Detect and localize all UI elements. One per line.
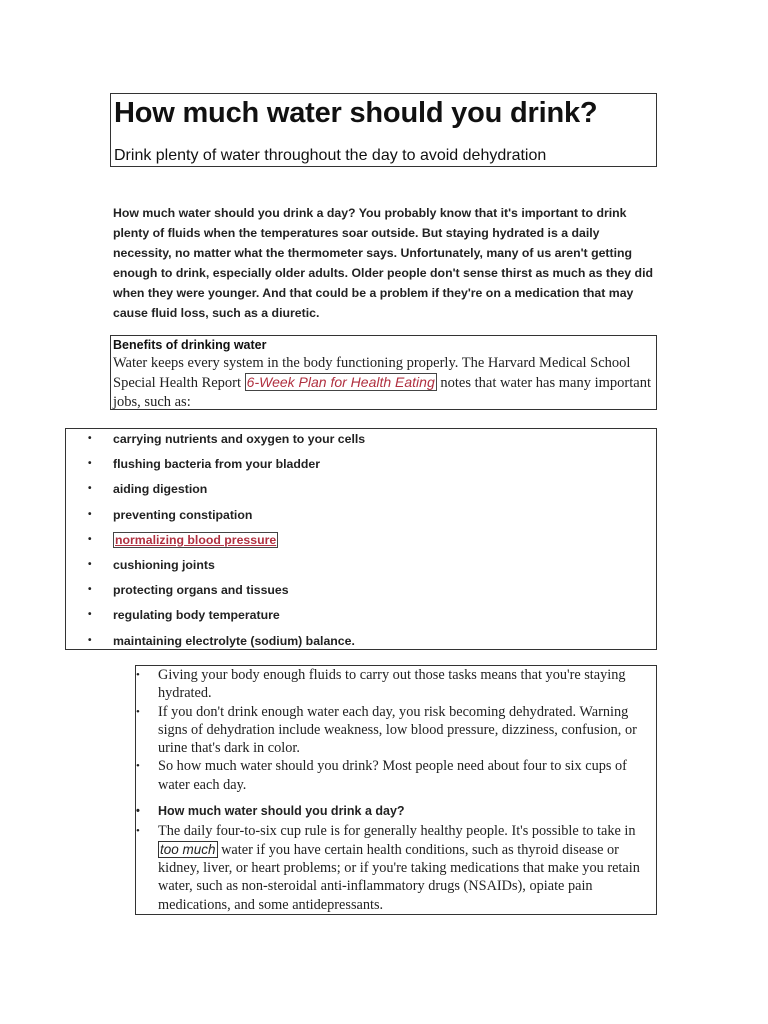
list-item xyxy=(136,822,656,913)
title-box xyxy=(110,93,657,167)
bullet-icon: • xyxy=(88,609,92,621)
water-jobs-box xyxy=(65,428,657,650)
blood-pressure-link[interactable]: normalizing blood pressure xyxy=(115,532,277,547)
health-eating-plan-link[interactable]: 6-Week Plan for Health Eating xyxy=(246,374,435,390)
bullet-icon: • xyxy=(88,483,92,495)
list-item xyxy=(66,631,656,656)
bullet-icon: • xyxy=(88,584,92,596)
bullet-icon: • xyxy=(88,508,92,520)
bullet-icon: • xyxy=(88,458,92,470)
hydration-details-box xyxy=(135,665,657,915)
bullet-icon: • xyxy=(136,705,140,718)
benefits-heading: Benefits of drinking water xyxy=(113,338,267,352)
list-item-label: preventing constipation xyxy=(113,507,253,522)
bullet-icon: • xyxy=(88,634,92,646)
list-item xyxy=(66,580,656,605)
benefits-box xyxy=(110,335,657,410)
list-item-label: maintaining electrolyte (sodium) balance. xyxy=(113,633,355,648)
bullet-icon: • xyxy=(136,825,140,838)
page-title: How much water should you drink? xyxy=(114,97,598,129)
bullet-icon: • xyxy=(88,433,92,444)
bullet-icon: • xyxy=(136,805,140,818)
list-item xyxy=(66,555,656,580)
section-heading xyxy=(136,802,656,820)
benefits-text-before: Water keeps every system in the body functioning properly. The Harvard Medical School Special Health Report xyxy=(113,355,631,391)
list-item-label: regulating body temperature xyxy=(113,608,280,623)
list-item-label: The daily four-to-six cup rule is for generally healthy people. It's possible to take in xyxy=(158,823,636,840)
list-item xyxy=(66,429,656,454)
list-item xyxy=(136,757,656,794)
list-item xyxy=(66,605,656,630)
bullet-icon: • xyxy=(88,558,92,570)
list-item xyxy=(66,454,656,479)
page-subtitle: Drink plenty of water throughout the day to avoid dehydration xyxy=(114,147,547,164)
list-item-label: So how much water should you drink? Most people need about four to six cups of water each day. xyxy=(158,758,627,793)
list-item xyxy=(66,530,656,555)
list-item-label: If you don't drink enough water each day, you risk becoming dehydrated. Warning signs of dehydration include weakness, low blood pressure, dizziness, confusion, or urine that's dark in color. xyxy=(158,703,637,757)
benefits-text-after: notes that water has many important jobs, such as: xyxy=(113,375,651,410)
list-item xyxy=(66,505,656,530)
list-item-label: carrying nutrients and oxygen to your cells xyxy=(113,432,366,446)
list-item xyxy=(136,703,656,758)
list-item xyxy=(66,479,656,504)
water-jobs-list xyxy=(66,429,656,656)
list-item-label: Giving your body enough fluids to carry out those tasks means that you're staying hydrated. xyxy=(158,667,626,702)
list-item-label: aiding digestion xyxy=(113,482,208,497)
bullet-icon: • xyxy=(88,533,92,545)
intro-paragraph: How much water should you drink a day? You probably know that it's important to drink plenty of fluids when the temperatures soar outside. But staying hydrated is a daily necessity, no matter what the thermometer says. Unfortunately, many of us aren't getting enough to drink, especially older adults. Older people don't sense thirst as much as they did when they were younger. And that could be a problem if they're on a medication that may cause fluid loss, such as a diuretic. xyxy=(113,206,654,320)
bullet-icon: • xyxy=(136,760,140,773)
benefits-paragraph xyxy=(113,354,654,412)
list-item-label: water if you have certain health conditions, such as thyroid disease or kidney, liver, or heart problems; or if you're taking medications that make you retain water, such as non-steroidal anti-inflammatory drugs (NSAIDs), opiate pain medications, and some antidepressants. xyxy=(158,841,640,913)
list-item-label: protecting organs and tissues xyxy=(113,583,289,598)
too-much-link[interactable]: too much xyxy=(160,841,216,857)
bullet-icon: • xyxy=(136,669,140,681)
list-item-label: flushing bacteria from your bladder xyxy=(113,457,321,472)
list-item-label: cushioning joints xyxy=(113,557,215,572)
section-heading-label: How much water should you drink a day? xyxy=(158,804,405,819)
list-item xyxy=(136,666,656,703)
